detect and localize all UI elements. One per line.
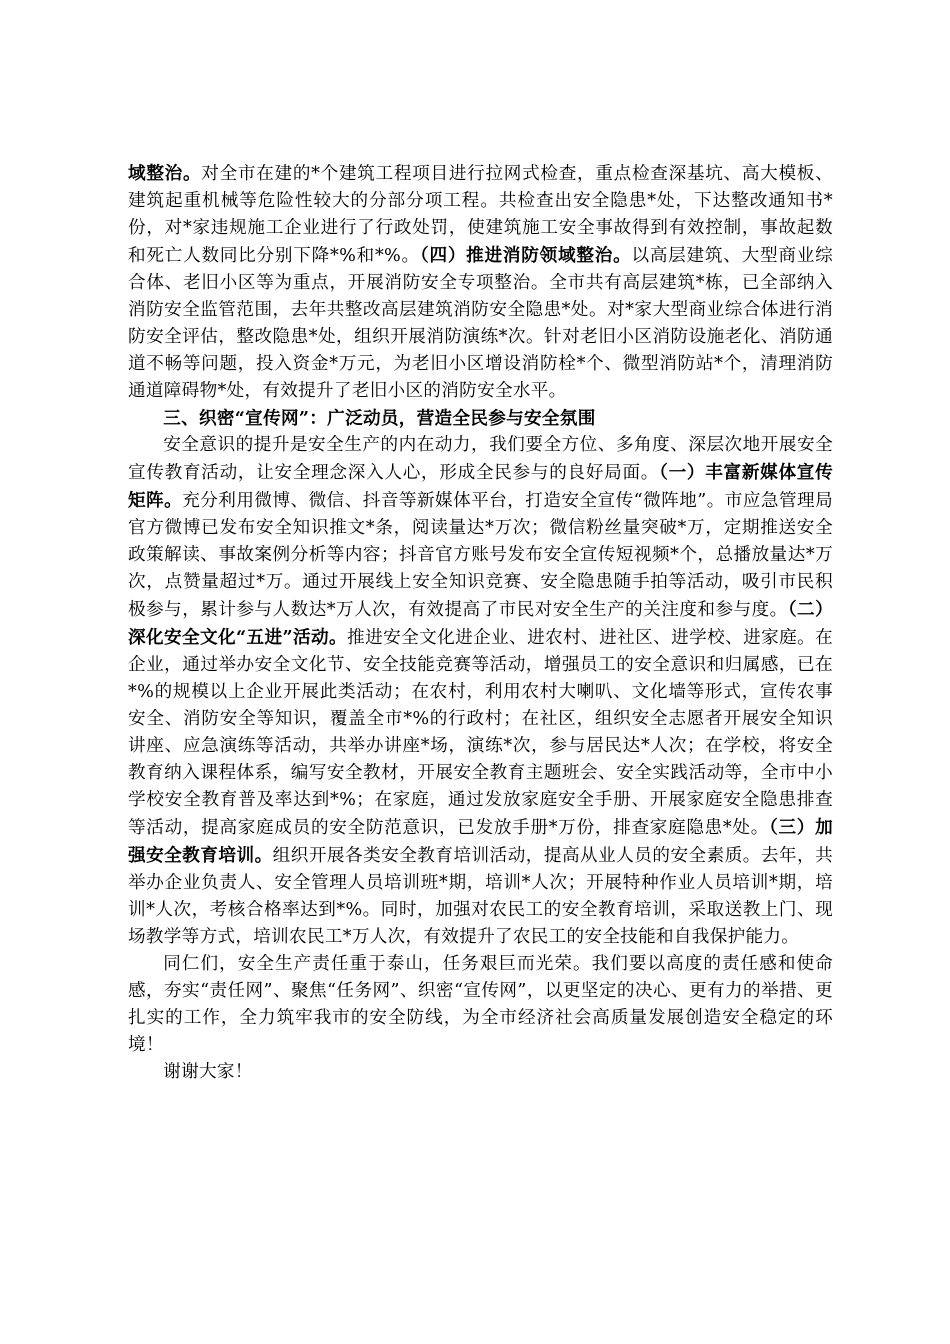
body-text: 对全市在建的*个建筑工程项目进行拉网式检查，重点检查深基坑、高大模板、建筑起重机械等危险性较大的分部分项工程。共检查出安全隐患*处，下达整改通知书*份，对*家违规施工企业进行了行政处罚，使建筑施工安全事故得到有效控制，事故起数和死亡人数同比分别下降*%和*%。 <box>128 164 833 266</box>
body-text: 推进安全文化进企业、进农村、进社区、进学校、进家庭。在企业，通过举办安全文化节、安全技能竞赛等活动，增强员工的安全意识和归属感，已在*%的规模以上企业开展此类活动；在农村，利用农村大喇叭、文化墙等形式，宣传农事安全、消防安全等知识，覆盖全市*%的行政村；在社区，组织安全志愿者开展安全知识讲座、应急演练等活动，共举办讲座*场，演练*次，参与居民达*人次；在学校，将安全教育纳入课程体系，编写安全教材，开展安全教育主题班会、安全实践活动等，全市中小学校安全教育普及率达到*%；在家庭，通过发放家庭安全手册、开展家庭安全隐患排查等活动，提高家庭成员的安全防范意识，已发放手册*万份，排查家庭隐患*处。 <box>128 628 833 838</box>
document-body <box>128 160 833 1086</box>
bold-phrase: （三）加强安全教育培训。 <box>128 817 833 866</box>
section-heading: 三、织密“宣传网”：广泛动员，营造全民参与安全氛围 <box>163 408 596 429</box>
bold-phrase: 域整治。 <box>128 163 202 184</box>
paragraph-fire-safety <box>128 160 833 405</box>
body-text: 充分利用微博、微信、抖音等新媒体平台，打造安全宣传“微阵地”。市应急管理局官方微博已发布安全知识推文*条，阅读量达*万次；微信粉丝量突破*万，定期推送安全政策解读、事故案例分析等内容；抖音官方账号发布安全宣传短视频*个，总播放量达*万次，点赞量超过*万。通过开展线上安全知识竞赛、安全隐患随手拍等活动，吸引市民积极参与，累计参与人数达*万人次，有效提高了市民对安全生产的关注度和参与度。 <box>128 491 834 620</box>
body-text: 组织开展各类安全教育培训活动，提高从业人员的安全素质。去年，共举办企业负责人、安全管理人员培训班*期，培训*人次；开展特种作业人员培训*期，培训*人次，考核合格率达到*%。同时，加强对农民工的安全教育培训，采取送教上门、现场教学等方式，培训农民工*万人次，有效提升了农民工的安全技能和自我保护能力。 <box>128 846 833 947</box>
bold-phrase: （一）丰富新媒体宣传矩阵。 <box>128 462 834 511</box>
paragraph-conclusion: 同仁们，安全生产责任重于泰山，任务艰巨而光荣。我们要以高度的责任感和使命感，夯实“责任网”、聚焦“任务网”、织密“宣传网”，以更坚定的决心、更有力的举措、更扎实的工作，全力筑牢我市的安全防线，为全市经济社会高质量发展创造安全稳定的环境！ <box>128 954 833 1055</box>
bold-phrase: （二）深化安全文化“五进”活动。 <box>128 599 833 648</box>
body-text: 以高层建筑、大型商业综合体、老旧小区等为重点，开展消防安全专项整治。全市共有高层建筑*栋，已全部纳入消防安全监管范围，去年共整改高层建筑消防安全隐患*处。对*家大型商业综合体进行消防安全评估，整改隐患*处，组织开展消防演练*次。针对老旧小区消防设施老化、消防通道不畅等问题，投入资金*万元，为老旧小区增设消防栓*个、微型消防站*个，清理消防通道障碍物*处，有效提升了老旧小区的消防安全水平。 <box>128 246 833 401</box>
bold-phrase: （四）推进消防领域整治。 <box>419 245 632 266</box>
body-text: 安全意识的提升是安全生产的内在动力，我们要全方位、多角度、深层次地开展安全宣传教育活动，让安全理念深入人心，形成全民参与的良好局面。 <box>128 435 833 483</box>
closing-line: 谢谢大家！ <box>163 1062 253 1082</box>
paragraph-publicity <box>128 432 833 951</box>
